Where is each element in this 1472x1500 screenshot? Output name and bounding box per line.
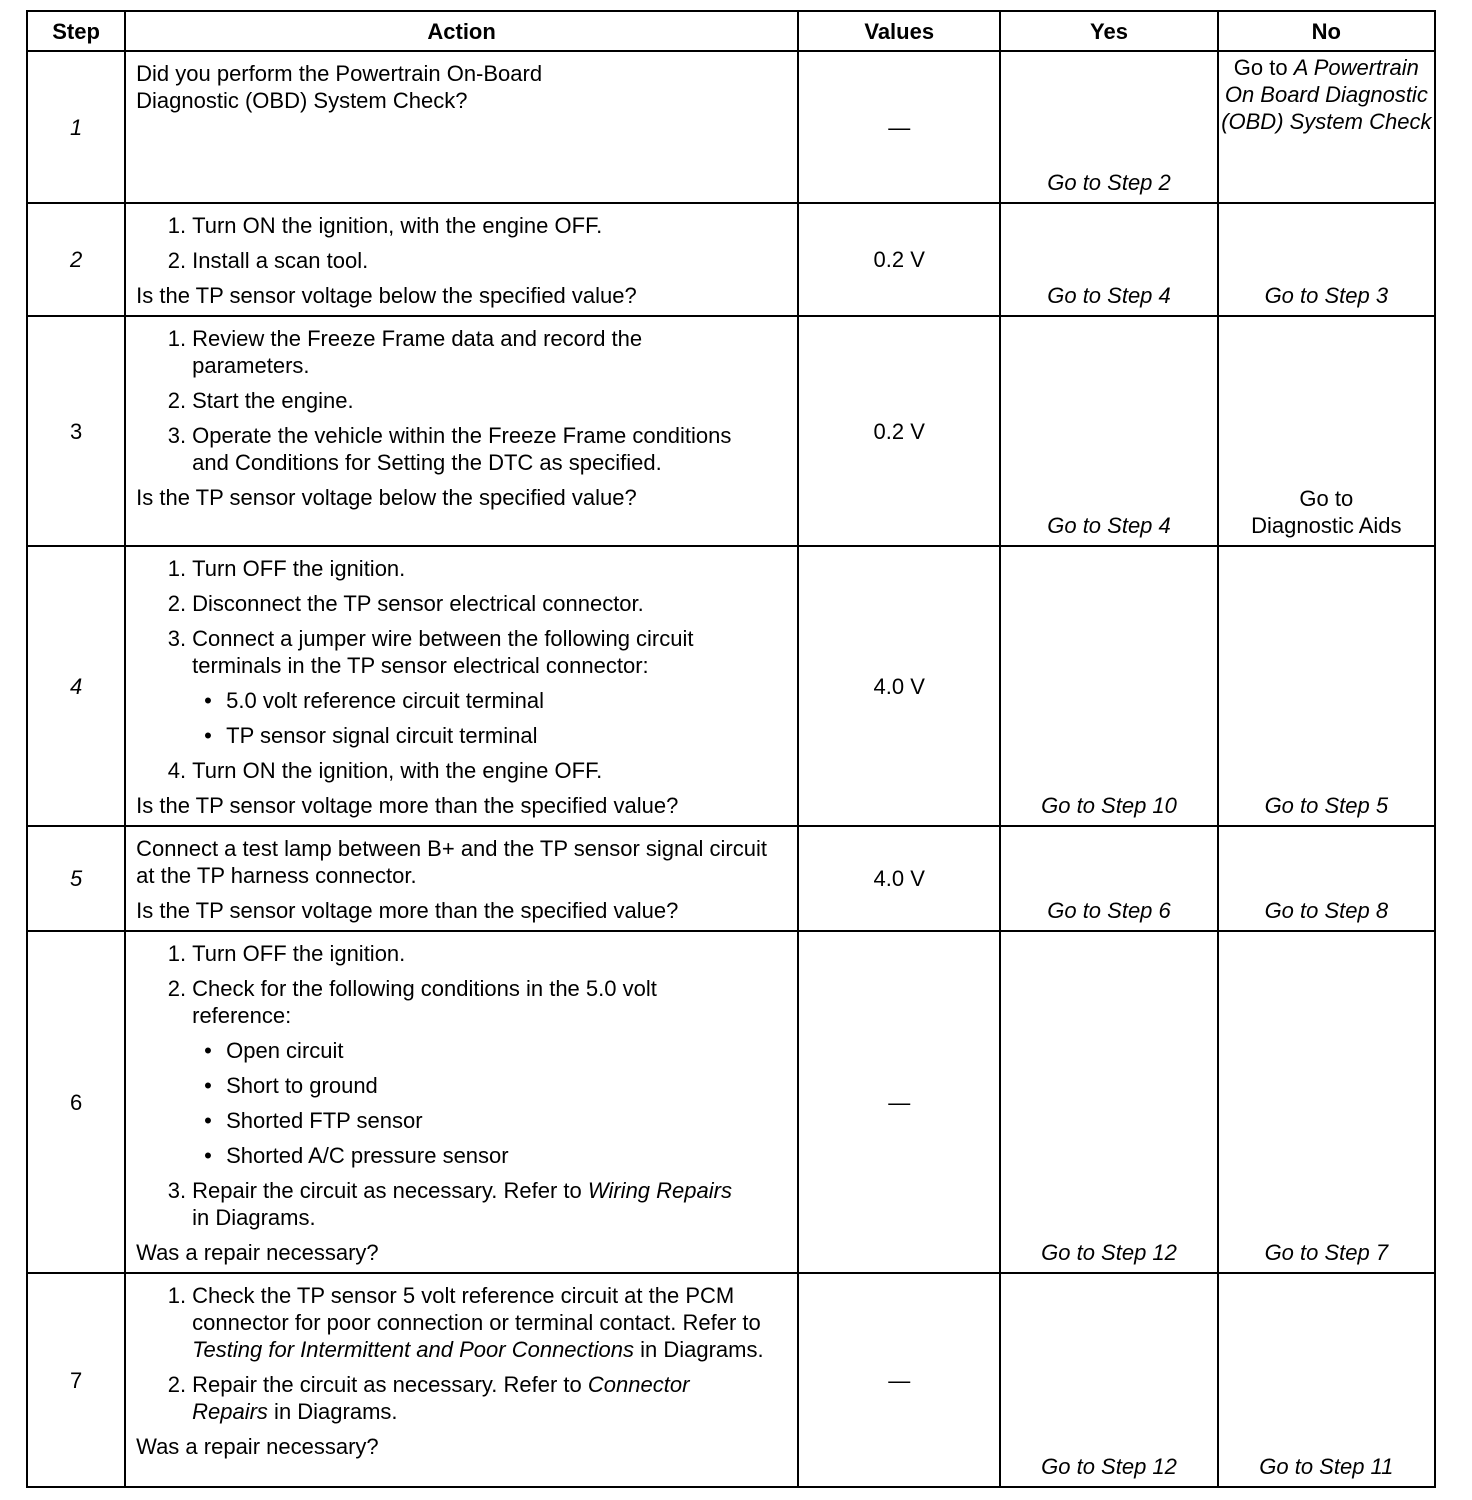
action-text: Connect a test lamp between B+ and the TP sensor signal circuit at the TP harness connector. (136, 836, 767, 888)
action-question: Was a repair necessary? (136, 1240, 379, 1265)
bullet-list (192, 687, 787, 749)
yes-cell: Go to Step 2 (1000, 51, 1217, 203)
action-steps (136, 212, 787, 274)
action-cell (125, 316, 798, 546)
action-question: Is the TP sensor voltage below the specified value? (136, 283, 637, 308)
table-row-step-7 (27, 1273, 1435, 1487)
action-cell (125, 546, 798, 826)
yes-cell: Go to Step 10 (1000, 546, 1217, 826)
action-cell (125, 203, 798, 316)
step-number: 4 (27, 546, 125, 826)
value-cell: — (798, 51, 1000, 203)
no-cell (1218, 51, 1435, 203)
yes-cell: Go to Step 4 (1000, 203, 1217, 316)
value-cell: — (798, 931, 1000, 1273)
action-step: 1. Turn OFF the ignition. (167, 556, 406, 581)
action-step: 2. Disconnect the TP sensor electrical connector. (167, 591, 644, 616)
no-cell: Go to Step 7 (1218, 931, 1435, 1273)
action-steps (136, 940, 787, 1231)
action-step: 3. Connect a jumper wire between the following circuit terminals in the TP sensor electrical connector: • 5.0 volt reference circuit terminal • TP sensor signal circuit terminal (192, 625, 787, 749)
table-row-step-2 (27, 203, 1435, 316)
bullet-item: • Open circuit (226, 1037, 732, 1064)
step-number: 1 (27, 51, 125, 203)
no-cell: Go to Step 3 (1218, 203, 1435, 316)
action-steps (136, 325, 787, 476)
no-line-1: Go to (1299, 486, 1354, 511)
yes-cell: Go to Step 12 (1000, 1273, 1217, 1487)
step-number: 6 (27, 931, 125, 1273)
action-question: Was a repair necessary? (136, 1434, 379, 1459)
table-row-step-5 (27, 826, 1435, 931)
link-connector-repairs: Connector Repairs (192, 1372, 690, 1424)
header-yes: Yes (1000, 11, 1217, 51)
step-number: 3 (27, 316, 125, 546)
action-cell (125, 1273, 798, 1487)
action-step: 3. Repair the circuit as necessary. Refer to Wiring Repairs in Diagrams. (167, 1178, 732, 1230)
no-cell: Go to Step 11 (1218, 1273, 1435, 1487)
table-row-step-1 (27, 51, 1435, 203)
yes-cell: Go to Step 4 (1000, 316, 1217, 546)
action-step: 1. Turn OFF the ignition. (167, 941, 406, 966)
table-row-step-4 (27, 546, 1435, 826)
bullet-item: • Shorted FTP sensor (226, 1107, 732, 1134)
no-cell (1218, 316, 1435, 546)
diagnostic-table (26, 10, 1436, 1488)
bullet-list (192, 1037, 732, 1169)
bullet-item: • Short to ground (226, 1072, 732, 1099)
action-question: Is the TP sensor voltage more than the specified value? (136, 793, 679, 818)
bullet-item: • TP sensor signal circuit terminal (226, 722, 787, 749)
action-question: Is the TP sensor voltage below the specified value? (136, 485, 637, 510)
step-number: 5 (27, 826, 125, 931)
header-action: Action (125, 11, 798, 51)
header-step: Step (27, 11, 125, 51)
action-cell (125, 51, 798, 203)
no-cell: Go to Step 5 (1218, 546, 1435, 826)
action-step: 1. Review the Freeze Frame data and record the parameters. (167, 326, 643, 378)
no-link-obd-check: A Powertrain On Board Diagnostic (OBD) System Check (1221, 55, 1432, 134)
action-steps (136, 1282, 787, 1425)
action-cell (125, 826, 798, 931)
no-prefix: Go to (1233, 55, 1294, 80)
action-step: 4. Turn ON the ignition, with the engine OFF. (167, 758, 603, 783)
action-step: 2. Start the engine. (167, 388, 354, 413)
link-wiring-repairs: Wiring Repairs (587, 1178, 732, 1203)
step-number: 7 (27, 1273, 125, 1487)
header-row (27, 11, 1435, 51)
value-cell: 4.0 V (798, 546, 1000, 826)
no-cell: Go to Step 8 (1218, 826, 1435, 931)
link-testing-intermittent: Testing for Intermittent and Poor Connections (192, 1337, 635, 1362)
yes-cell: Go to Step 6 (1000, 826, 1217, 931)
bullet-item: • 5.0 volt reference circuit terminal (226, 687, 787, 714)
yes-cell: Go to Step 12 (1000, 931, 1217, 1273)
header-no: No (1218, 11, 1435, 51)
header-values: Values (798, 11, 1000, 51)
value-cell: 0.2 V (798, 203, 1000, 316)
no-line-2: Diagnostic Aids (1251, 513, 1402, 538)
step-number: 2 (27, 203, 125, 316)
action-text: Did you perform the Powertrain On-Board Diagnostic (OBD) System Check? (136, 61, 543, 113)
table-row-step-3 (27, 316, 1435, 546)
action-step: 2. Repair the circuit as necessary. Refer to Connector Repairs in Diagrams. (167, 1372, 690, 1424)
action-step: 1. Check the TP sensor 5 volt reference circuit at the PCM connector for poor connection or terminal contact. Refer to Testing for Intermittent and Poor Connections in Diagrams. (167, 1283, 764, 1362)
bullet-item: • Shorted A/C pressure sensor (226, 1142, 732, 1169)
value-cell: — (798, 1273, 1000, 1487)
action-question: Is the TP sensor voltage more than the specified value? (136, 898, 679, 923)
action-steps (136, 555, 787, 784)
action-cell (125, 931, 798, 1273)
value-cell: 0.2 V (798, 316, 1000, 546)
action-step: 2. Check for the following conditions in the 5.0 volt reference: • Open circuit • Short to ground • Shorted FTP sensor • Shorted A/C pressure sensor (192, 975, 732, 1169)
table-row-step-6 (27, 931, 1435, 1273)
action-step: 2. Install a scan tool. (167, 248, 369, 273)
action-step: 3. Operate the vehicle within the Freeze Frame conditions and Conditions for Setting the DTC as specified. (167, 423, 732, 475)
value-cell: 4.0 V (798, 826, 1000, 931)
action-step: 1. Turn ON the ignition, with the engine OFF. (167, 213, 603, 238)
